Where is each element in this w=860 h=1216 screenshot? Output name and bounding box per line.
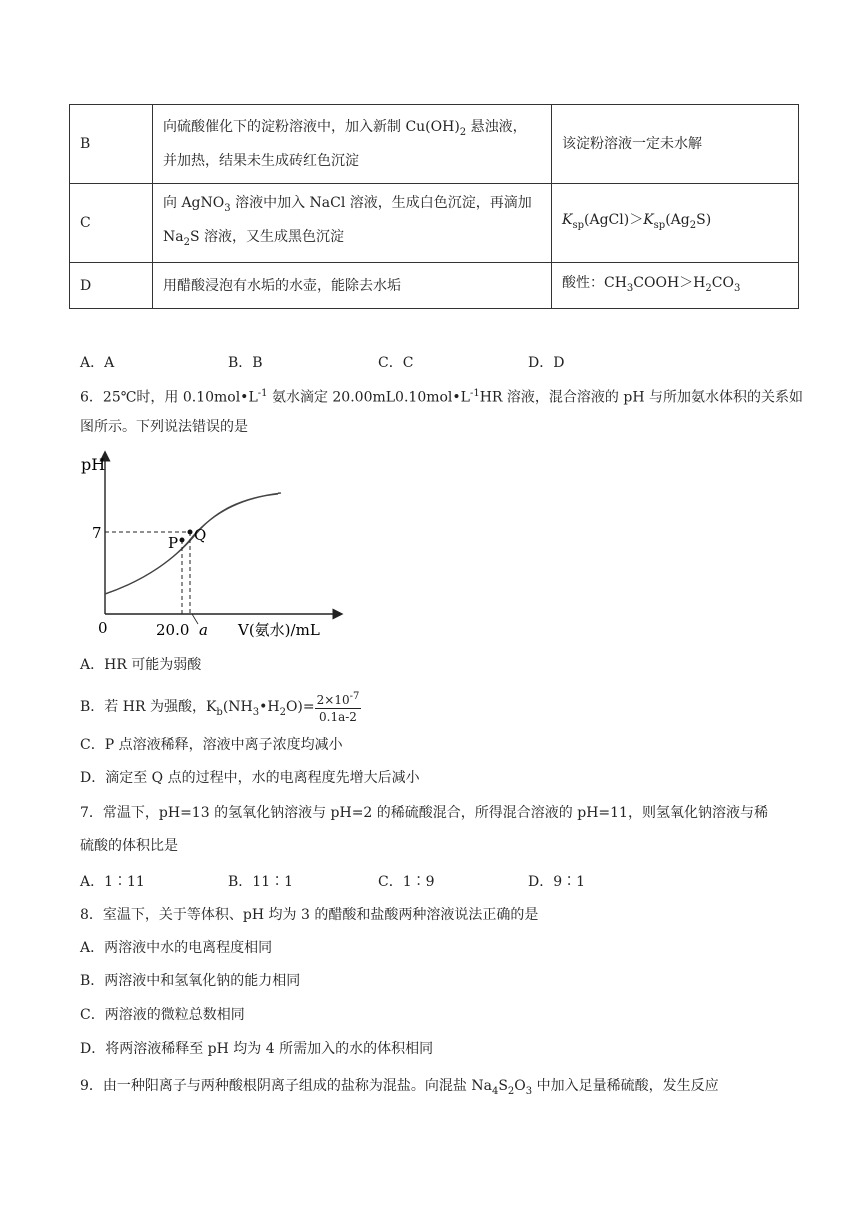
table-row — [70, 263, 799, 309]
q7-choice-b: B．11∶1 — [228, 874, 294, 890]
q5-choice-c: C．C — [378, 355, 414, 371]
q7-choice-c: C．1∶9 — [378, 874, 435, 890]
q9-stem: 9．由一种阳离子与两种酸根阴离子组成的盐称为混盐。向混盐 $Na_4S_2O_3$ 中加入足量稀硫酸，发生反应 — [80, 1078, 719, 1097]
kb-fraction: $\frac{2\times 10^{-7}}{0.1a-2}$ — [316, 691, 360, 724]
q8-option-b: B．两溶液中和氢氧化钠的能力相同 — [80, 973, 301, 989]
x-axis-label: V(氨水)/mL — [238, 621, 320, 639]
tick-a-pointer — [192, 614, 198, 624]
option-label: B — [70, 105, 153, 184]
table-row — [70, 184, 799, 263]
tick-20: 20.0 — [156, 621, 190, 639]
point-q-dot — [188, 530, 193, 535]
table-row — [70, 105, 799, 184]
tick-a: a — [199, 621, 208, 639]
options-table — [69, 104, 799, 309]
q7-choice-a: A．1∶11 — [80, 874, 145, 890]
y-axis-label: pH — [81, 455, 106, 474]
conclusion-cell: $K_{sp}(AgCl)>K_{sp}(Ag_2S)$ — [552, 184, 799, 263]
conclusion-cell: 该淀粉溶液一定未水解 — [552, 105, 799, 184]
operation-cell: 向 AgNO$_3$ 溶液中加入 NaCl 溶液，生成白色沉淀，再滴加 $Na_2S$ 溶液，又生成黑色沉淀 — [153, 184, 552, 263]
q6-option-a: A．HR 可能为弱酸 — [80, 657, 202, 673]
q6-option-d: D．滴定至 Q 点的过程中，水的电离程度先增大后减小 — [80, 770, 420, 786]
ph-curve — [105, 493, 281, 594]
q8-option-a: A．两溶液中水的电离程度相同 — [80, 940, 273, 956]
q8-option-d: D．将两溶液稀释至 pH 均为 4 所需加入的水的体积相同 — [80, 1041, 434, 1057]
q6-stem-line2: 图所示。下列说法错误的是 — [80, 419, 248, 435]
q5-choice-b: B．B — [228, 355, 263, 371]
option-label: D — [70, 263, 153, 309]
q6-option-c: C．P 点溶液稀释，溶液中离子浓度均减小 — [80, 737, 343, 753]
point-q-label: Q — [194, 526, 207, 544]
operation-cell: 向硫酸催化下的淀粉溶液中，加入新制 $Cu(OH)_2$ 悬浊液， 并加热，结果未生成砖红色沉淀 — [153, 105, 552, 184]
option-label: C — [70, 184, 153, 263]
titration-graph — [76, 448, 346, 644]
tick-7: 7 — [92, 524, 102, 542]
q8-stem: 8．室温下，关于等体积、pH 均为 3 的醋酸和盐酸两种溶液说法正确的是 — [80, 907, 539, 923]
origin-label: 0 — [98, 619, 108, 637]
q7-choice-d: D．9∶1 — [528, 874, 586, 890]
q8-option-c: C．两溶液的微粒总数相同 — [80, 1007, 245, 1023]
point-p-label: P — [168, 534, 179, 552]
q6-option-b: B．若 HR 为强酸，$K_b(NH_3•H_2O)=$ $\frac{2\times 10^{-7}}{0.1a-2}$ — [80, 691, 360, 724]
ph-curve-upper — [105, 494, 278, 594]
operation-cell: 用醋酸浸泡有水垢的水壶，能除去水垢 — [153, 263, 552, 309]
q7-stem-line2: 硫酸的体积比是 — [80, 838, 178, 854]
q5-choice-d: D．D — [528, 355, 565, 371]
point-p-dot — [180, 538, 185, 543]
q5-choice-a: A．A — [80, 355, 115, 371]
q6-stem-line1: 6．25℃时，用 $0.10mol•L^{-1}$ 氨水滴定 $20.00mL0.10mol•L^{-1}HR$ 溶液，混合溶液的 pH 与所加氨水体积的关系如 — [80, 388, 803, 406]
conclusion-cell: 酸性：$CH_3COOH>H_2CO_3$ — [552, 263, 799, 309]
q7-stem-line1: 7．常温下，pH=13 的氢氧化钠溶液与 pH=2 的稀硫酸混合，所得混合溶液的 pH=11，则氢氧化钠溶液与稀 — [80, 805, 768, 821]
